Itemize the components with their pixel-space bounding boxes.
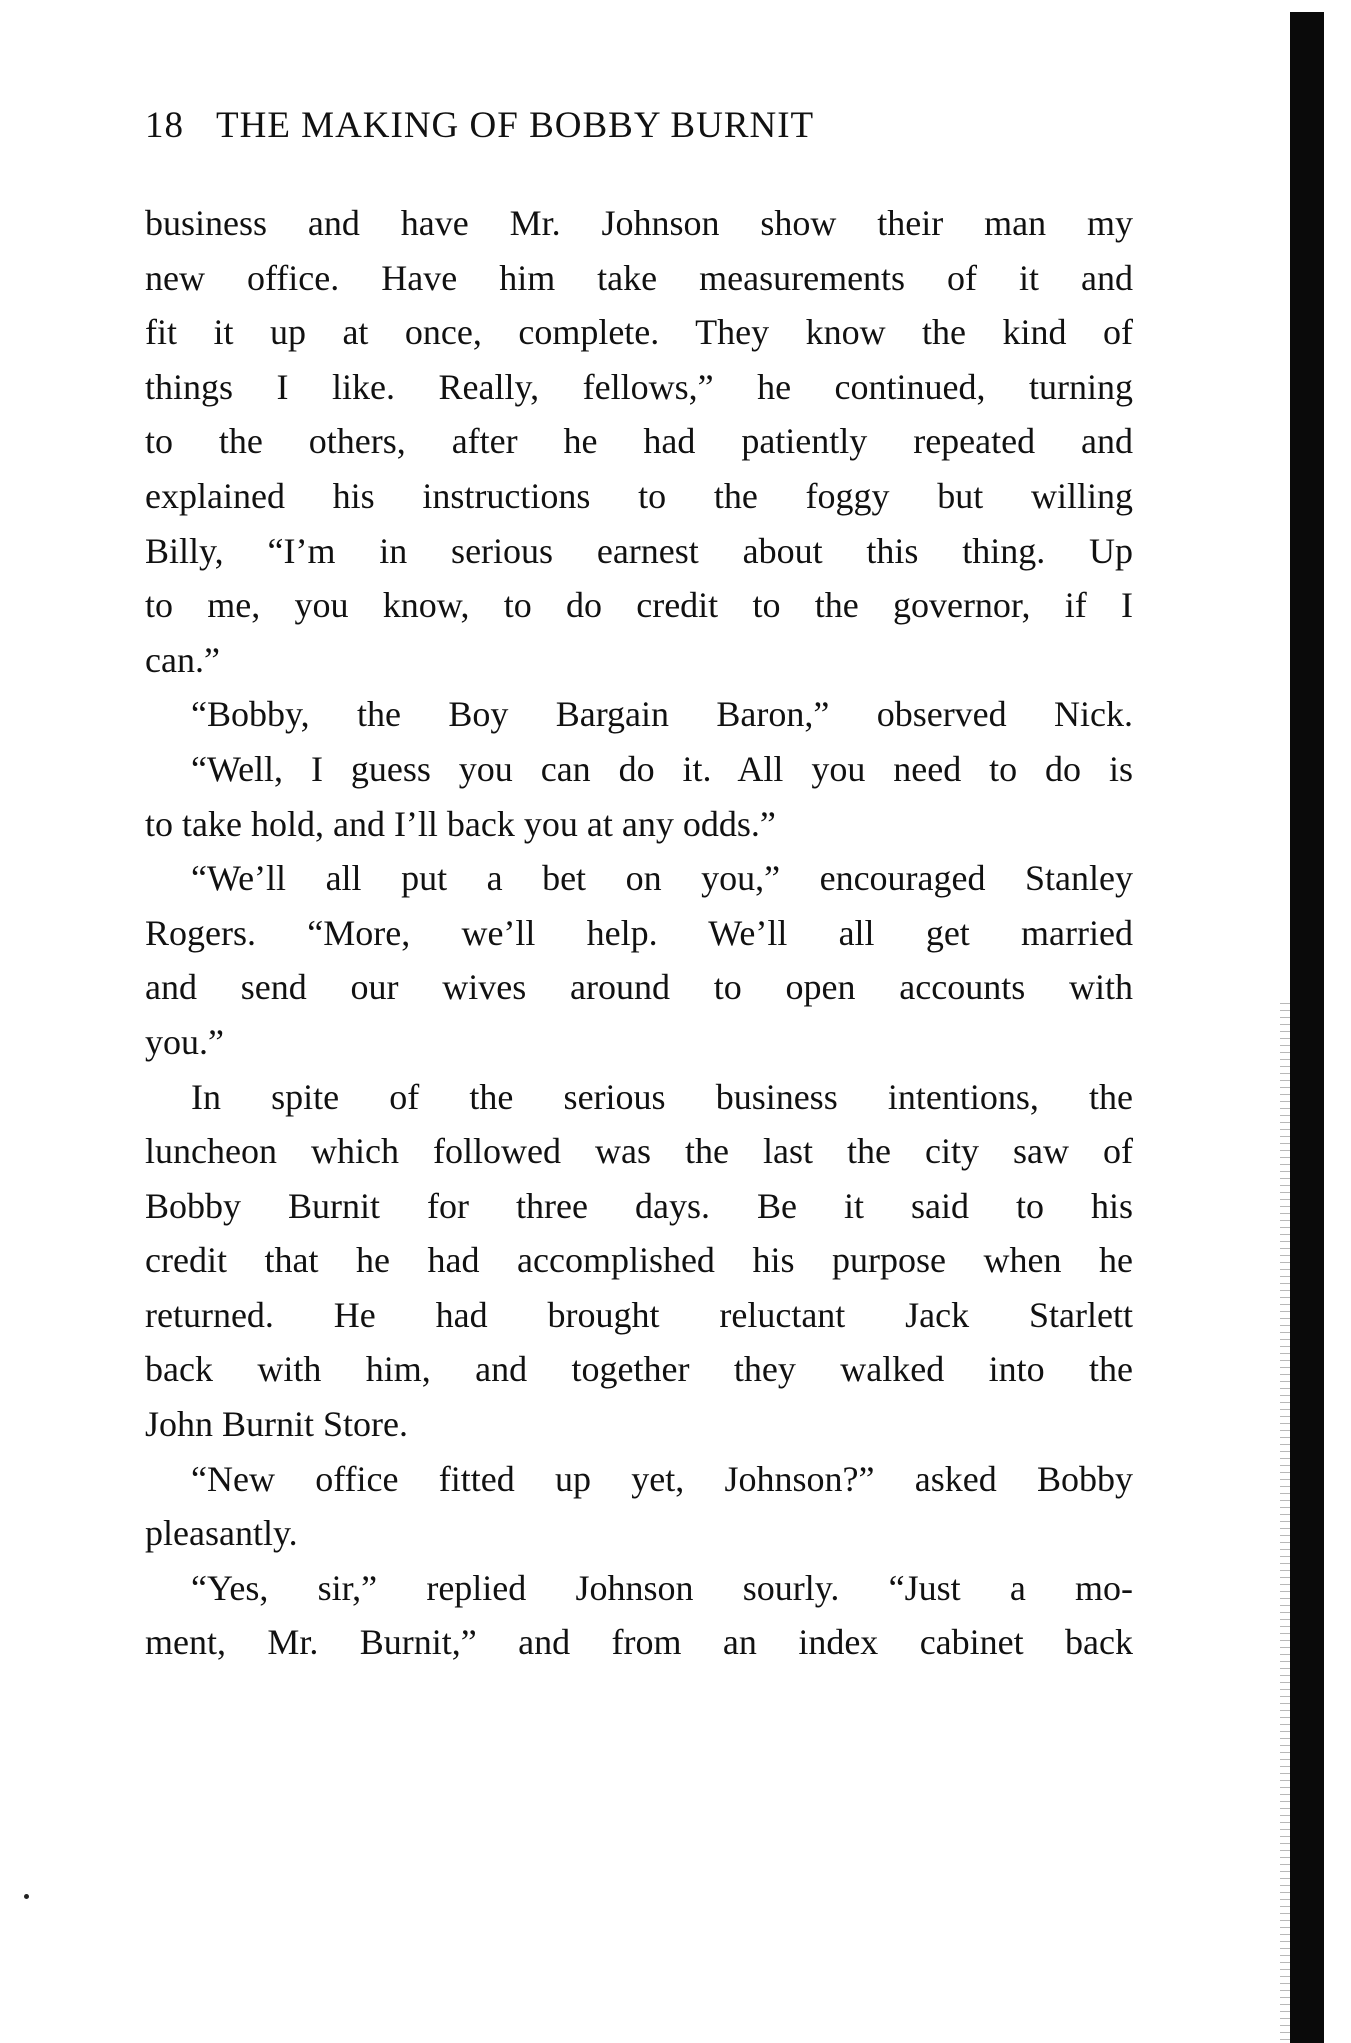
text-line: Bobby Burnit for three days. Be it said to his (145, 1185, 1133, 1226)
text-line: to me, you know, to do credit to the governor, if I (145, 585, 1133, 626)
book-title: THE MAKING OF BOBBY BURNIT (216, 105, 815, 146)
text-line: business and have Mr. Johnson show their man my (145, 203, 1133, 243)
text-line: In spite of the serious business intentions, the (191, 1076, 1133, 1117)
text-line: credit that he had accomplished his purpose when he (145, 1240, 1133, 1281)
scan-edge-noise (1280, 1000, 1290, 2043)
running-header (145, 104, 814, 147)
page-body-text (145, 196, 1133, 1670)
text-line: new office. Have him take measurements of it and (145, 257, 1133, 298)
text-line: can.” (145, 639, 220, 680)
text-line: “Well, I guess you can do it. All you need to do is (191, 748, 1133, 789)
text-line: “New office fitted up yet, Johnson?” asked Bobby (191, 1458, 1133, 1499)
text-line: “We’ll all put a bet on you,” encouraged Stanley (191, 858, 1133, 899)
text-line: ment, Mr. Burnit,” and from an index cabinet back (145, 1622, 1133, 1663)
text-line: pleasantly. (145, 1513, 298, 1554)
text-line: back with him, and together they walked into the (145, 1349, 1133, 1390)
text-line: John Burnit Store. (145, 1404, 409, 1445)
scan-binding-shadow (1290, 12, 1324, 2043)
scan-speck (24, 1894, 29, 1899)
text-line: Billy, “I’m in serious earnest about this thing. Up (145, 530, 1133, 571)
text-line: returned. He had brought reluctant Jack Starlett (145, 1294, 1133, 1335)
text-line: “Bobby, the Boy Bargain Baron,” observed Nick. (191, 694, 1133, 735)
text-line: fit it up at once, complete. They know the kind of (145, 312, 1133, 353)
page-number: 18 (145, 105, 184, 146)
text-line: to the others, after he had patiently repeated and (145, 421, 1133, 462)
text-line: and send our wives around to open accounts with (145, 967, 1133, 1008)
text-line: luncheon which followed was the last the city saw of (145, 1131, 1133, 1172)
text-line: to take hold, and I’ll back you at any odds.” (145, 803, 776, 844)
text-line: “Yes, sir,” replied Johnson sourly. “Just a mo- (191, 1567, 1133, 1608)
text-line: Rogers. “More, we’ll help. We’ll all get married (145, 912, 1133, 953)
text-line: things I like. Really, fellows,” he continued, turning (145, 366, 1133, 407)
text-line: explained his instructions to the foggy but willing (145, 475, 1133, 516)
text-line: you.” (145, 1021, 224, 1062)
